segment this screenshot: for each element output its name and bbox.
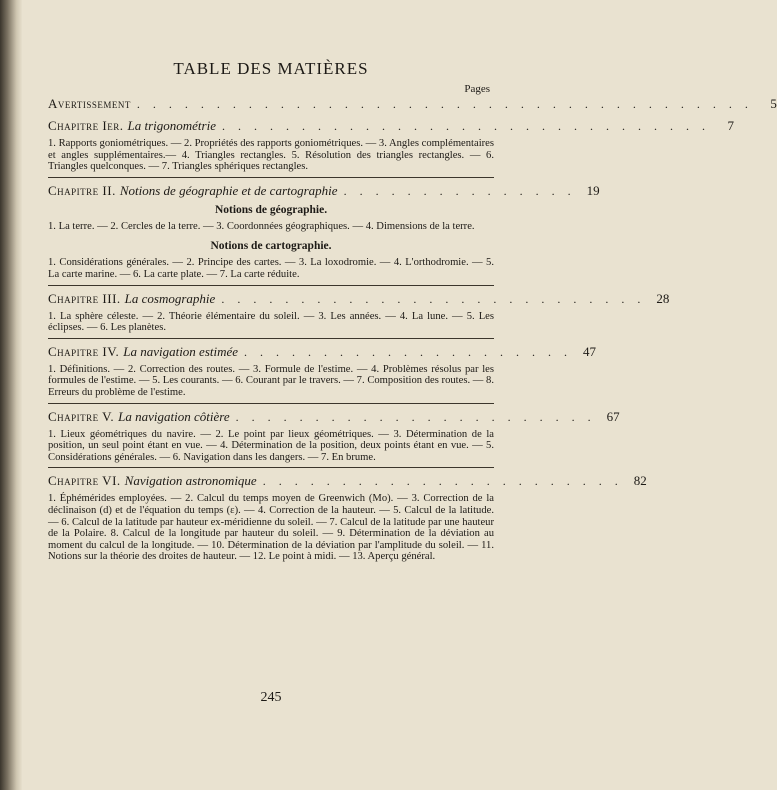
chapter-sections: 1. La sphère céleste. — 2. Théorie élémentaire du soleil. — 3. Les années. — 4. La lune. — 5. Les éclipses. — 6. Les planètes.: [48, 310, 494, 334]
chapter-page: 47: [583, 343, 597, 359]
section-heading: Notions de géographie.: [214, 203, 328, 216]
chapter-sections: 1. Éphémérides employées. — 2. Calcul du temps moyen de Greenwich (Mo). — 3. Correction de la déclinaison (d) et de l'équation du temps (ε). — 4. Correction de la hauteur. — 5. Calcul de la latitude. — 6. Calcul de la latitude par hauteur ex-méridienne du soleil. — 7. Calcul de la latitude par une hauteur de la Polaire. 8. Calcul de la longitude par hauteur du soleil. — 9. Détermination de la déviation au moment du calcul de la longitude. — 10. Détermination de la déviation par l'amplitude du soleil. — 11. Notions sur la théorie des droites de hauteur. — 12. Le point à midi. — 13. Aperçu général.: [48, 493, 494, 563]
chapter-title: La cosmographie: [124, 290, 216, 306]
chapter-page: 28: [656, 290, 670, 306]
section-heading: Notions de cartographie.: [210, 240, 332, 253]
chapter-sections: 1. Définitions. — 2. Correction des routes. — 3. Formule de l'estime. — 4. Problèmes résolus par les formules de l'estime. — 5. Les courants. — 6. Courant par le travers. — 7. Composition des routes. — 8. Erreurs du problème de l'estime.: [48, 363, 494, 398]
chapter-sections: 1. La terre. — 2. Cercles de la terre. — 3. Coordonnées géographiques. — 4. Dimensions de la terre.: [48, 220, 475, 232]
toc-entry-chapter-1: [48, 118, 734, 134]
page-number: 245: [260, 690, 282, 705]
chapter-title: La navigation côtière: [118, 408, 230, 424]
divider: [48, 338, 494, 339]
chapter-sections: 1. Rapports goniométriques. — 2. Propriétés des rapports goniométriques. — 3. Angles complémentaires et angles supplémentaires.— 4. Triangles rectangles. 5. Résolution des triangles rectangles. — 6. Triangles quelconques. — 7. Triangles sphériques rectangles.: [48, 138, 494, 173]
dot-leader: . . . . . . . . . . . . . . . . . . . . . . . . . . . . . . . . . . . . . . .: [136, 97, 753, 111]
divider: [48, 177, 494, 178]
toc-entry-avertissement: [48, 96, 777, 112]
toc-entry-chapter-6: [48, 473, 647, 489]
chapter-sections: 1. Lieux géométriques du navire. — 2. Le point par lieux géométriques. — 3. Détermination de la position, un seul point étant en vue. — 4. Détermination de la position, deux points étant en vue. — 5. Considérations générales. — 6. Navigation dans les dangers. — 7. En brume.: [48, 428, 494, 463]
divider: [48, 467, 494, 468]
toc-content: [48, 96, 777, 563]
chapter-title: Notions de géographie et de cartographie: [119, 182, 338, 198]
toc-entry-chapter-5: [48, 408, 620, 425]
chapter-label: Chapitre II.: [48, 182, 116, 198]
dot-leader: . . . . . . . . . . . . . . . . . . . . . . . . . . .: [221, 291, 646, 306]
chapter-label: Chapitre IV.: [48, 343, 120, 359]
chapter-title: La trigonométrie: [127, 118, 216, 133]
chapter-page: 82: [633, 473, 647, 489]
page-title: TABLE DES MATIÈRES: [173, 59, 369, 78]
chapter-label: Chapitre VI.: [48, 473, 121, 489]
toc-entry-chapter-3: [48, 290, 670, 307]
chapter-sections: 1. Considérations générales. — 2. Principe des cartes. — 3. La loxodromie. — 4. L'orthodromie. — 5. La carte marine. — 6. La carte plate. — 7. La carte réduite.: [48, 257, 494, 280]
toc-entry-chapter-4: [48, 343, 597, 360]
entry-label: Avertissement: [48, 96, 131, 111]
dot-leader: . . . . . . . . . . . . . . . . . . . . . . . . . . . . . . .: [221, 119, 710, 133]
chapter-label: Chapitre V.: [48, 408, 115, 424]
chapter-label: Chapitre Ier.: [48, 118, 124, 133]
chapter-page: 19: [586, 182, 600, 198]
dot-leader: . . . . . . . . . . . . . . . . . . . . . . .: [262, 474, 623, 489]
entry-page: 5: [770, 96, 777, 111]
book-gutter: [0, 0, 22, 790]
chapter-page: 7: [727, 118, 734, 133]
pages-column-label: Pages: [464, 83, 490, 95]
divider: [48, 285, 494, 286]
chapter-label: Chapitre III.: [48, 290, 121, 306]
chapter-title: Navigation astronomique: [124, 473, 257, 489]
dot-leader: . . . . . . . . . . . . . . . . . . . . . . .: [235, 409, 596, 424]
dot-leader: . . . . . . . . . . . . . . . . . . . . .: [244, 344, 573, 359]
chapter-page: 67: [606, 408, 620, 424]
dot-leader: . . . . . . . . . . . . . . .: [343, 183, 576, 198]
toc-entry-chapter-2: [48, 182, 600, 199]
divider: [48, 403, 494, 404]
book-page: [48, 0, 777, 790]
chapter-title: La navigation estimée: [123, 343, 239, 359]
